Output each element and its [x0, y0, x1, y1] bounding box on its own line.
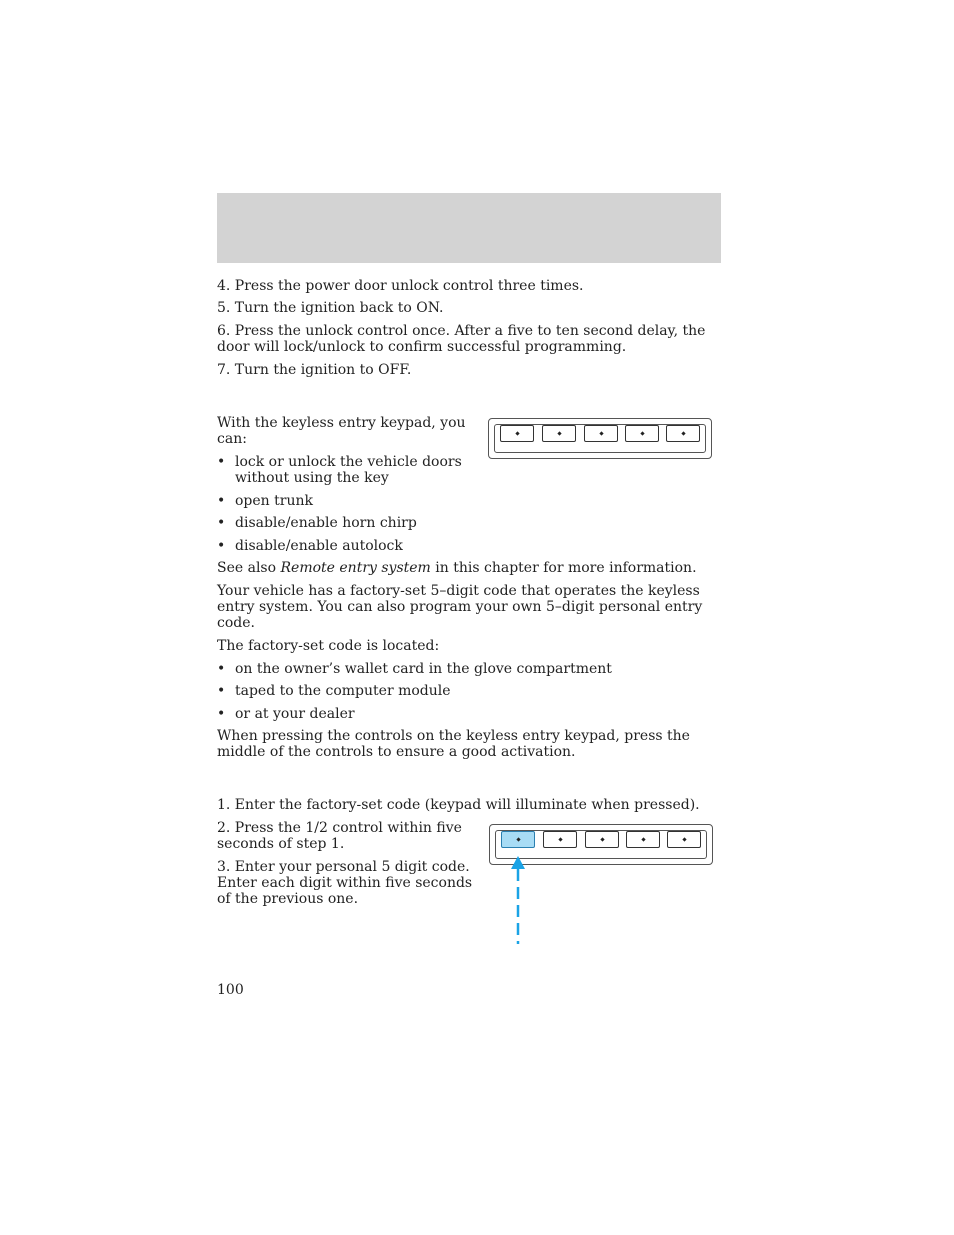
- bullet-icon: •: [217, 706, 226, 722]
- location-computer-module: taped to the computer module: [235, 683, 451, 699]
- key-dot-icon: [640, 431, 644, 435]
- key-dot-icon: [599, 431, 603, 435]
- pressing-note-line1: When pressing the controls on the keyless entry keypad, press the: [217, 728, 690, 744]
- key-dot-icon: [558, 837, 562, 841]
- key-dot-icon: [516, 837, 520, 841]
- key-dot-icon: [515, 431, 519, 435]
- location-wallet-card: on the owner’s wallet card in the glove compartment: [235, 661, 612, 677]
- keypad-key-7-8: [625, 425, 659, 442]
- see-also-prefix: See also: [217, 560, 281, 576]
- key-dot-icon: [557, 431, 561, 435]
- program-step-2-line2: seconds of step 1.: [217, 836, 345, 852]
- located-intro: The factory-set code is located:: [217, 638, 440, 654]
- feature-horn-chirp: disable/enable horn chirp: [235, 515, 417, 531]
- step-4: 4. Press the power door unlock control three times.: [217, 278, 584, 294]
- see-also-suffix: in this chapter for more information.: [430, 560, 697, 576]
- see-also-link-text: Remote entry system: [280, 560, 431, 576]
- key-dot-icon: [641, 837, 645, 841]
- bullet-icon: •: [217, 454, 226, 470]
- key-dot-icon: [681, 431, 685, 435]
- feature-lock-unlock-line2: without using the key: [235, 470, 389, 486]
- step-7: 7. Turn the ignition to OFF.: [217, 362, 412, 378]
- see-also: [217, 560, 697, 576]
- keypad-key-3-4: [542, 425, 576, 442]
- keypad-key-7-8: [626, 831, 660, 848]
- bullet-icon: •: [217, 515, 226, 531]
- keypad-key-9-0: [666, 425, 700, 442]
- arrow-head: [511, 856, 525, 869]
- step-5: 5. Turn the ignition back to ON.: [217, 300, 444, 316]
- pointer-arrow-icon: [505, 852, 531, 946]
- key-dot-icon: [682, 837, 686, 841]
- location-dealer: or at your dealer: [235, 706, 355, 722]
- keypad-illustration: [488, 418, 712, 459]
- keypad-key-1-2: [500, 425, 534, 442]
- keypad-key-3-4: [543, 831, 577, 848]
- program-step-3-line1: 3. Enter your personal 5 digit code.: [217, 859, 470, 875]
- keypad-key-5-6: [584, 425, 618, 442]
- section-header-band: [217, 193, 721, 263]
- program-step-3-line2: Enter each digit within five seconds: [217, 875, 473, 891]
- keypad-intro-line1: With the keyless entry keypad, you: [217, 415, 466, 431]
- keypad-key-9-0: [667, 831, 701, 848]
- step-6-line2: door will lock/unlock to confirm successful programming.: [217, 339, 627, 355]
- factory-code-line1: Your vehicle has a factory-set 5–digit code that operates the keyless: [217, 583, 700, 599]
- keypad-intro-line2: can:: [217, 431, 247, 447]
- keypad-key-1-2-highlighted: [501, 831, 535, 848]
- bullet-icon: •: [217, 493, 226, 509]
- pressing-note-line2: middle of the controls to ensure a good activation.: [217, 744, 576, 760]
- program-step-2-line1: 2. Press the 1/2 control within five: [217, 820, 462, 836]
- keypad-key-5-6: [585, 831, 619, 848]
- bullet-icon: •: [217, 661, 226, 677]
- factory-code-line2: entry system. You can also program your own 5–digit personal entry: [217, 599, 703, 615]
- page-number: 100: [217, 982, 244, 998]
- feature-lock-unlock-line1: lock or unlock the vehicle doors: [235, 454, 462, 470]
- step-6-line1: 6. Press the unlock control once. After a five to ten second delay, the: [217, 323, 706, 339]
- program-step-1: 1. Enter the factory-set code (keypad will illuminate when pressed).: [217, 797, 700, 813]
- key-dot-icon: [600, 837, 604, 841]
- feature-open-trunk: open trunk: [235, 493, 313, 509]
- bullet-icon: •: [217, 683, 226, 699]
- feature-autolock: disable/enable autolock: [235, 538, 403, 554]
- bullet-icon: •: [217, 538, 226, 554]
- factory-code-line3: code.: [217, 615, 255, 631]
- program-step-3-line3: of the previous one.: [217, 891, 359, 907]
